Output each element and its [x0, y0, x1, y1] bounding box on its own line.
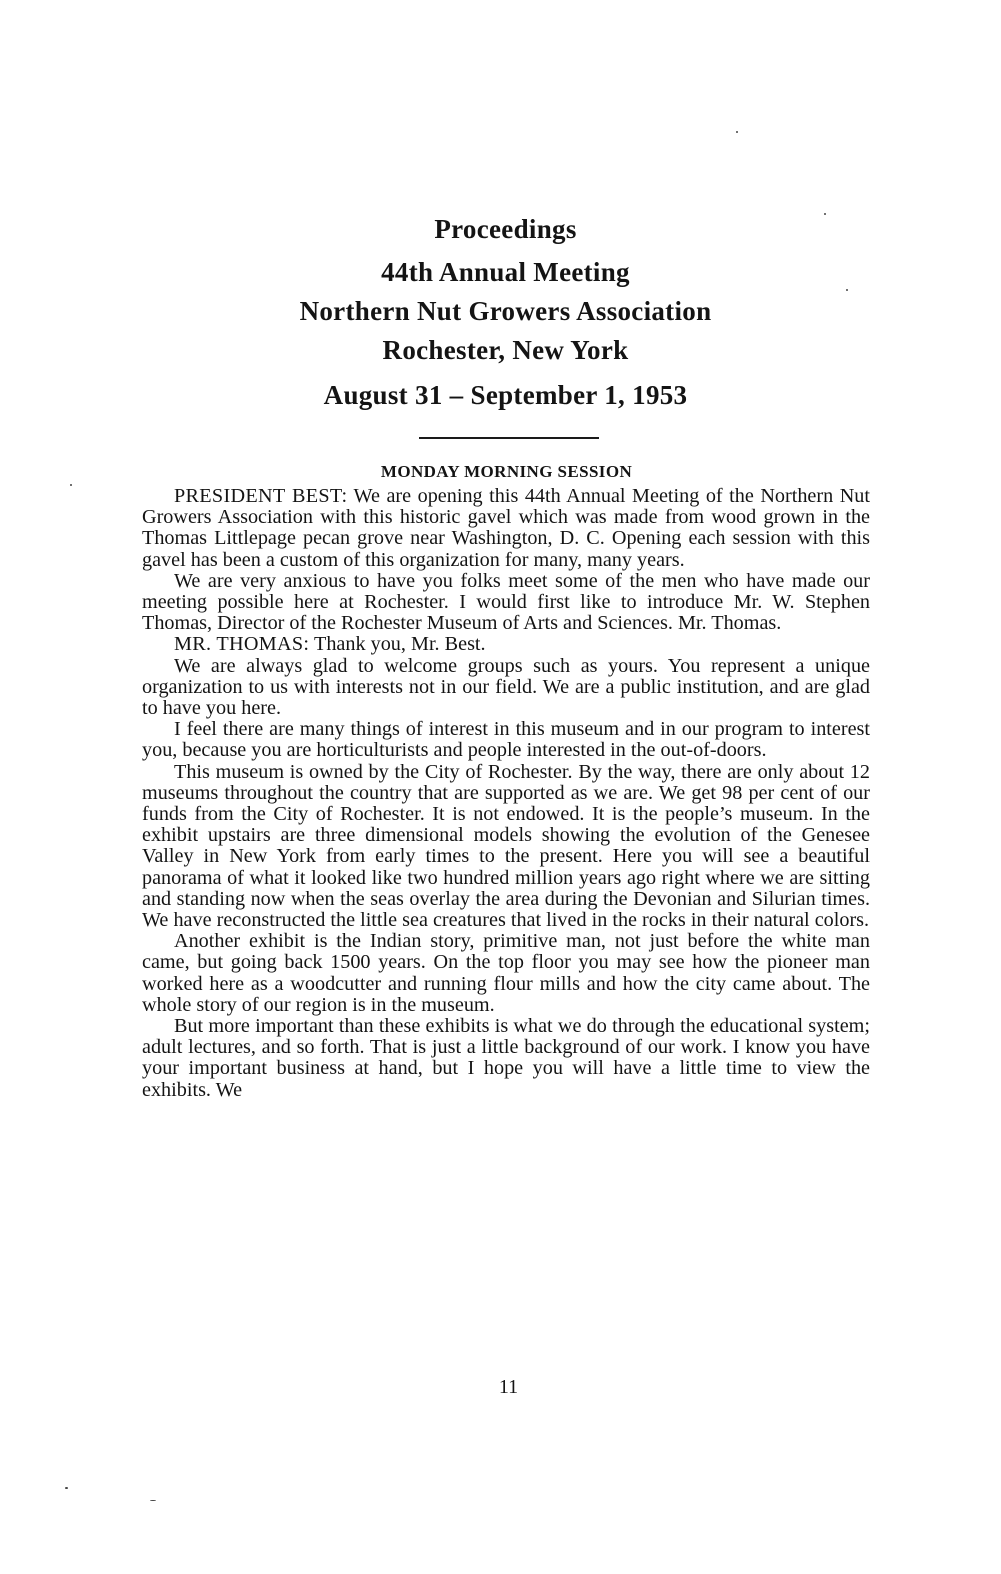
paragraph — [142, 931, 870, 1016]
scan-speck — [70, 484, 72, 486]
paragraph — [142, 571, 870, 635]
scan-speck — [824, 213, 826, 215]
session-heading: MONDAY MORNING SESSION — [380, 462, 633, 481]
paragraph-text: But more important than these exhibits is what we do through the educational system; adult lectures, and so forth. That is just a little background of our work. I know you have your important business at hand, but I hope you will have a little time to view the exhibits. We — [142, 1015, 870, 1101]
title-meeting: 44th Annual Meeting — [381, 257, 630, 287]
speaker-label: PRESIDENT BEST: — [174, 485, 348, 507]
title-association: Northern Nut Growers Association — [299, 296, 712, 326]
title-divider — [419, 437, 599, 439]
scan-speck — [736, 131, 738, 133]
paragraph-text: We are always glad to welcome groups such as yours. You represent a unique organization to us with interests not in our field. We are a public institution, and are glad to have you here. — [142, 654, 870, 720]
paragraph — [142, 634, 870, 655]
body-text — [142, 486, 870, 1101]
scan-speck — [150, 1500, 156, 1501]
title-date: August 31 – September 1, 1953 — [323, 380, 688, 410]
paragraph-text: We are opening this 44th Annual Meeting of the Northern Nut Growers Association with this historic gavel which was made from wood grown in the Thomas Littlepage pecan grove near Washington, D. C. Opening each session with this gavel has been a custom of this organization for many, many years. — [142, 485, 871, 571]
paragraph-text: Another exhibit is the Indian story, primitive man, not just before the white man came, but going back 1500 years. On the top floor you may see how the pioneer man worked here as a woodcutter and running flour mills and how the city came about. The whole story of our region is in the museum. — [142, 930, 870, 1016]
paragraph-text: I feel there are many things of interest in this museum and in our program to interest you, because you are horticulturists and people interested in the out-of-doors. — [142, 718, 870, 762]
paragraph — [142, 656, 870, 720]
paragraph — [142, 1016, 870, 1101]
paragraph-text: Thank you, Mr. Best. — [309, 633, 486, 656]
paragraph-text: This museum is owned by the City of Rochester. By the way, there are only about 12 museums throughout the country that are supported as we are. We get 98 per cent of our funds from the City of Rochester. It is not endowed. It is the people’s museum. In the exhibit upstairs are three dimensional models showing the evolution of the Genesee Valley in New York from early times to the present. Here you will see a beautiful panorama of what it looked like two hundred million years ago right where we are sitting and standing now when the seas overlay the area during the Devonian and Silurian times. We have reconstructed the little sea creatures that lived in the rocks in their natural colors. — [142, 760, 870, 932]
scan-speck — [846, 289, 848, 291]
paragraph — [142, 762, 870, 932]
title-proceedings: Proceedings — [434, 214, 577, 244]
paragraph — [142, 486, 870, 571]
scan-speck — [65, 1487, 68, 1489]
paragraph — [142, 719, 870, 761]
title-block — [0, 210, 1001, 415]
speaker-label: MR. THOMAS: — [174, 633, 310, 656]
title-location: Rochester, New York — [382, 335, 629, 365]
page-number: 11 — [498, 1376, 519, 1398]
paragraph-text: We are very anxious to have you folks meet some of the men who have made our meeting possible here at Rochester. I would first like to introduce Mr. W. Stephen Thomas, Director of the Rochester Museum of Arts and Sciences. Mr. Thomas. — [142, 569, 870, 635]
